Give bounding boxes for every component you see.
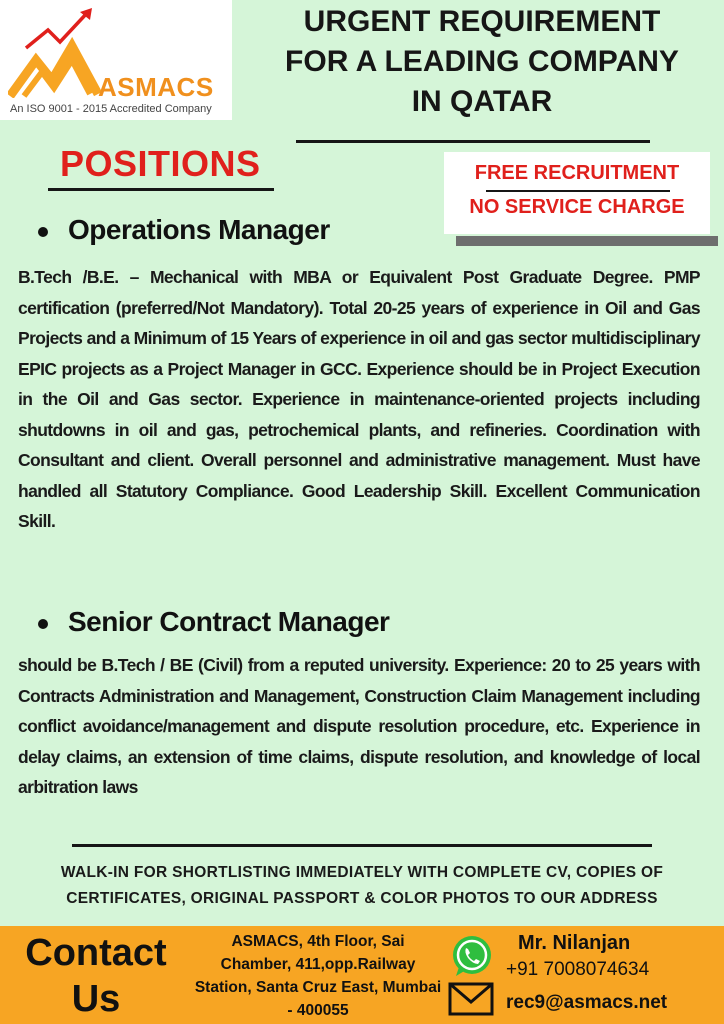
bullet-icon: [38, 619, 48, 629]
contact-us-heading: [18, 930, 174, 1022]
office-address: ASMACS, 4th Floor, Sai Chamber, 411,opp.Railway Station, Santa Cruz East, Mumbai - 400055: [194, 933, 442, 1019]
headline-line-3: IN QATAR: [411, 85, 553, 118]
job-title-operations-manager: [38, 214, 330, 246]
walkin-notice: WALK-IN FOR SHORTLISTING IMMEDIATELY WITH COMPLETE CV, COPIES OF CERTIFICATES, ORIGINAL PASSPORT & COLOR PHOTOS TO OUR ADDRESS: [60, 864, 664, 907]
job-description-operations-manager: B.Tech /B.E. – Mechanical with MBA or Equivalent Post Graduate Degree. PMP certification (preferred/Not Mandatory). Total 20-25 years of experience in Oil and Gas Projects and a Minimum of 15 Years of experience in oil and gas sector multidisciplinary EPIC projects as a Project Manager in GCC. Experience should be in Project Execution in the Oil and Gas sector. Experience in maintenance-oriented projects including shutdowns in oil and gas, petrochemical plants, and refineries. Coordination with Consultant and client. Overall personnel and administrative management. Must have handled all Statutory Compliance. Good Leadership Skill. Excellent Communication Skill.: [18, 267, 700, 531]
free-recruitment-badge: [444, 152, 710, 234]
contact-phone[interactable]: +91 7008074634: [506, 959, 650, 980]
mail-icon: [448, 982, 494, 1016]
whatsapp-icon: [450, 934, 494, 978]
logo-mark-icon: [8, 8, 108, 98]
logo-tagline: An ISO 9001 - 2015 Accredited Company: [10, 103, 212, 115]
contact-name: Mr. Nilanjan: [518, 932, 631, 954]
badge-shadow: [456, 236, 718, 246]
job-title-text: Operations Manager: [68, 214, 330, 245]
headline-line-1: URGENT REQUIREMENT: [303, 5, 661, 38]
job-title-text: Senior Contract Manager: [68, 606, 390, 637]
contact-email[interactable]: rec9@asmacs.net: [506, 992, 668, 1013]
badge-divider: [486, 190, 670, 192]
positions-underline: [48, 188, 274, 191]
positions-heading: POSITIONS: [60, 143, 261, 184]
headline-divider: [296, 140, 650, 143]
job-title-senior-contract-manager: [38, 606, 389, 638]
company-logo: [0, 0, 232, 120]
job-description-senior-contract-manager: should be B.Tech / BE (Civil) from a reputed university. Experience: 20 to 25 years with Contracts Administration and Management, Construction Claim Management including conflict avoidance/management and dispute resolution procedure, etc. Experience in delay claims, an extension of time claims, dispute resolution, and knowledge of local arbitration laws: [18, 655, 700, 797]
headline-line-2: FOR A LEADING COMPANY: [285, 45, 679, 78]
section-divider: [72, 844, 652, 847]
badge-line-2: NO SERVICE CHARGE: [469, 196, 685, 218]
headline: [240, 2, 724, 122]
logo-name: ASMACS: [98, 72, 214, 102]
badge-line-1: FREE RECRUITMENT: [474, 162, 680, 184]
contact-heading-line-1: Contact: [25, 932, 167, 974]
bullet-icon: [38, 227, 48, 237]
contact-heading-line-2: Us: [71, 978, 121, 1020]
contact-footer: [0, 926, 724, 1024]
